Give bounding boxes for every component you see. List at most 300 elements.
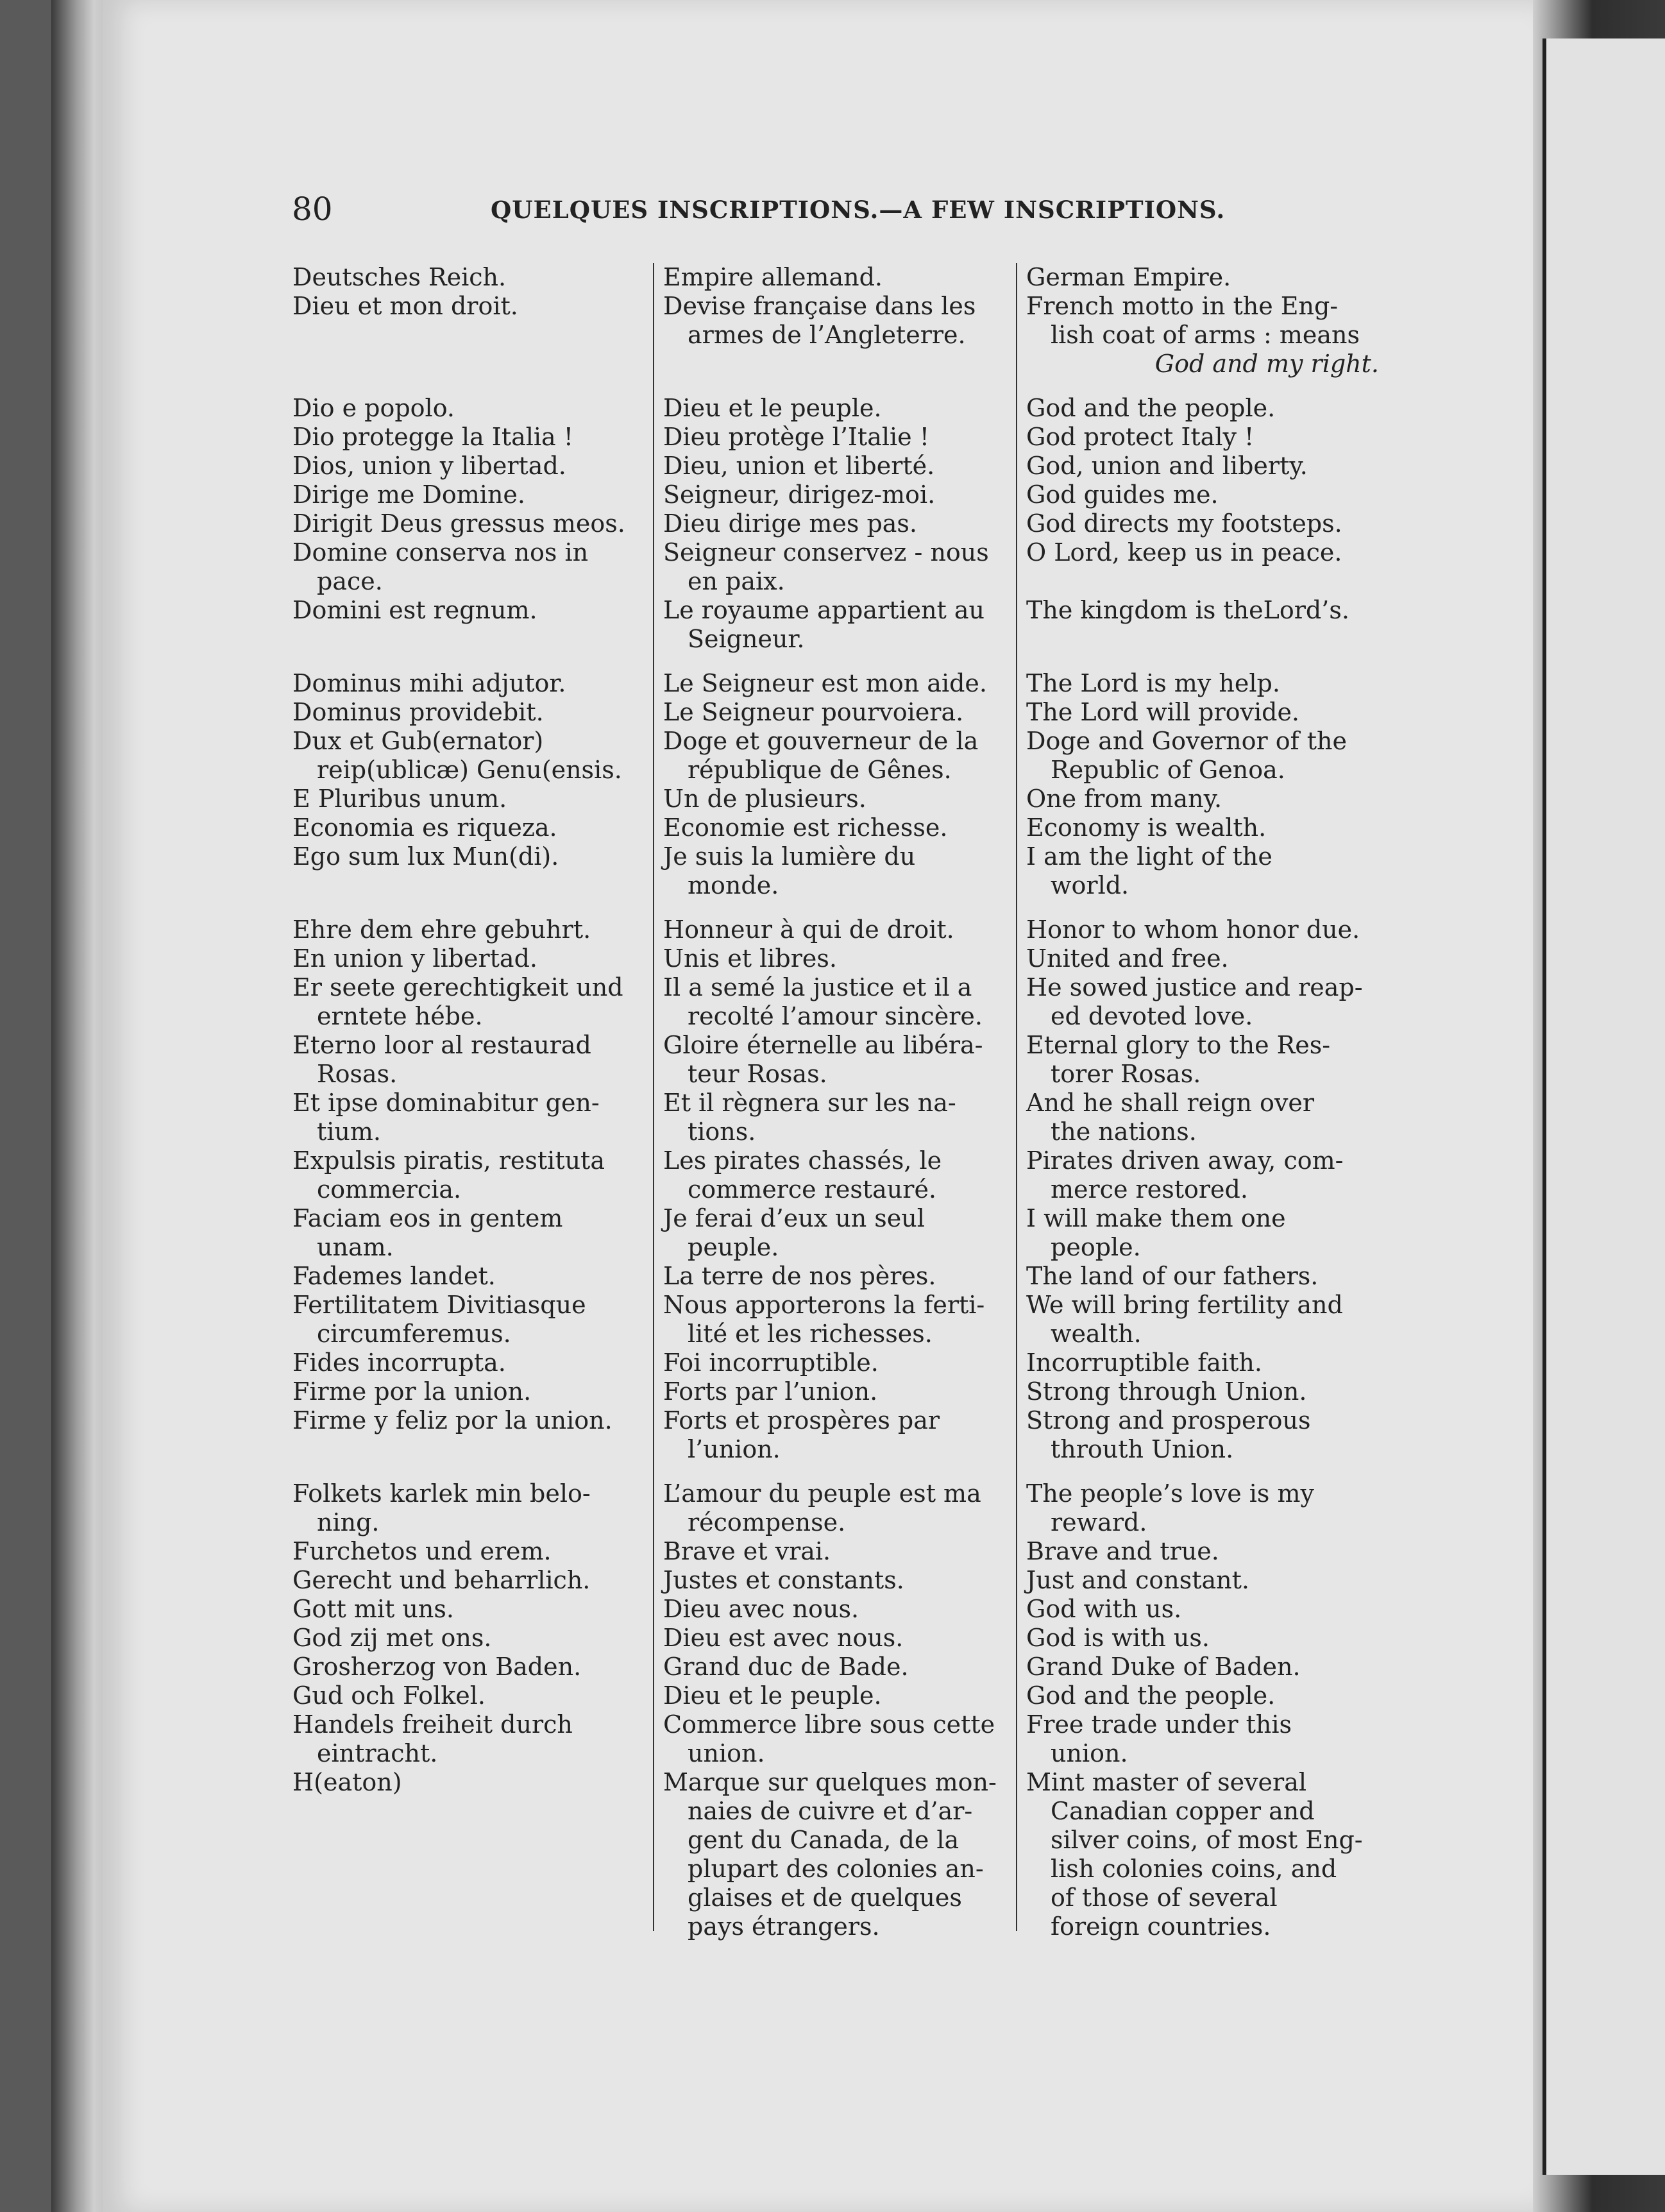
cell-line: Dio protegge la Italia ! [292,423,574,451]
cell-line: O Lord, keep us in peace. [1026,538,1342,566]
cell-line: Gloire éternelle au libéra- [663,1031,983,1059]
column-rule [1016,263,1017,1931]
cell-line: Devise française dans les [663,292,976,320]
french-cell [653,1377,1016,1406]
cell-line: The Lord is my help. [1026,669,1280,697]
cell-line: Doge and Governor of the [1026,727,1347,755]
inscriptions-table [282,263,1385,1941]
french-cell [653,944,1016,973]
cell-line: I am the light of the [1026,842,1272,871]
table-row [282,973,1385,1031]
table-row [282,944,1385,973]
cell-line: ning. [317,1508,380,1536]
english-cell [1016,944,1385,973]
cell-line: Gott mit uns. [292,1595,454,1623]
english-cell [1016,263,1385,292]
cell-line: Grosherzog von Baden. [292,1653,582,1681]
cell-line: Expulsis piratis, restituta [292,1146,605,1175]
cell-line: God, union and liberty. [1026,452,1308,480]
table-row [282,423,1385,452]
table-row [282,1204,1385,1262]
cell-line: Il a semé la justice et il a [663,973,972,1001]
cell-line: Ehre dem ehre gebuhrt. [292,915,591,944]
table-row [282,1479,1385,1537]
french-cell [653,538,1016,596]
french-cell [653,1624,1016,1653]
table-row [282,727,1385,785]
table-row [282,1031,1385,1089]
english-cell [1016,1348,1385,1377]
french-cell [653,1031,1016,1089]
inscriptions-rows [282,263,1385,1941]
latin-cell [282,394,653,423]
english-cell [1016,1031,1385,1089]
french-cell [653,1768,1016,1941]
cell-line: One from many. [1026,785,1222,813]
latin-cell [282,509,653,538]
english-cell [1016,1566,1385,1595]
table-row [282,1681,1385,1710]
cell-line: the nations. [1051,1118,1197,1146]
french-cell [653,669,1016,698]
english-cell [1016,669,1385,698]
latin-cell [282,1146,653,1204]
english-cell [1016,538,1385,567]
cell-line: Just and constant. [1026,1566,1249,1594]
cell-line: république de Gênes. [688,756,952,784]
cell-line: Firme por la union. [292,1377,532,1406]
cell-line: L’amour du peuple est ma [663,1479,981,1508]
cell-line: Dieu dirige mes pas. [663,509,918,538]
cell-line: Republic of Genoa. [1051,756,1285,784]
latin-cell [282,842,653,871]
table-row [282,481,1385,509]
cell-line: Dominus mihi adjutor. [292,669,566,697]
latin-cell [282,973,653,1031]
latin-cell [282,263,653,292]
table-row [282,813,1385,842]
cell-line: naies de cuivre et d’ar- [688,1797,973,1825]
latin-cell [282,727,653,785]
cell-line: He sowed justice and reap- [1026,973,1363,1001]
english-cell [1016,1537,1385,1566]
table-row [282,509,1385,538]
table-row [282,1595,1385,1624]
cell-line: Je suis la lumière du [663,842,916,871]
group-spacer [282,900,1385,915]
french-cell [653,1595,1016,1624]
english-cell [1016,596,1385,625]
cell-line: Le royaume appartient au [663,596,985,624]
french-cell [653,596,1016,654]
cell-line: Strong through Union. [1026,1377,1307,1406]
english-cell [1016,973,1385,1031]
cell-line: Eternal glory to the Res- [1026,1031,1331,1059]
cell-line: Commerce libre sous cette [663,1710,995,1739]
cell-line: God is with us. [1026,1624,1210,1652]
cell-line: Firme y feliz por la union. [292,1406,613,1434]
latin-cell [282,1348,653,1377]
english-cell [1016,1089,1385,1146]
cell-line: Foi incorruptible. [663,1348,879,1377]
latin-cell [282,538,653,596]
table-row [282,1566,1385,1595]
cell-line: Nous apporterons la ferti- [663,1291,985,1319]
table-row [282,915,1385,944]
english-cell [1016,698,1385,727]
column-rule [653,263,654,1931]
english-cell [1016,1377,1385,1406]
cell-line: Pirates driven away, com- [1026,1146,1344,1175]
french-cell [653,1406,1016,1464]
latin-cell [282,813,653,842]
cell-line: Dieu et le peuple. [663,1681,882,1710]
table-row [282,785,1385,813]
french-cell [653,1566,1016,1595]
cell-line: Economy is wealth. [1026,813,1267,842]
french-cell [653,1262,1016,1291]
cell-line: Et il règnera sur les na- [663,1089,956,1117]
french-cell [653,698,1016,727]
cell-line: H(eaton) [292,1768,402,1796]
cell-line: Dirigit Deus gressus meos. [292,509,625,538]
cell-line: plupart des colonies an- [688,1855,984,1883]
cell-line: en paix. [688,567,785,595]
cell-line: pace. [317,567,383,595]
cell-line: The kingdom is theLord’s. [1026,596,1349,624]
cell-line: Honor to whom honor due. [1026,915,1360,944]
cell-line: lité et les richesses. [688,1320,933,1348]
table-row [282,1348,1385,1377]
cell-line: God zij met ons. [292,1624,492,1652]
english-cell [1016,1291,1385,1348]
cell-line: merce restored. [1051,1175,1248,1204]
french-cell [653,1291,1016,1348]
cell-line: pays étrangers. [688,1912,880,1941]
cell-line: Dio e popolo. [292,394,455,422]
table-row [282,1262,1385,1291]
cell-line: foreign countries. [1051,1912,1271,1941]
cell-line: La terre de nos pères. [663,1262,936,1290]
cell-line: Empire allemand. [663,263,883,291]
cell-line: Eterno loor al restaurad [292,1031,591,1059]
french-cell [653,263,1016,292]
latin-cell [282,292,653,321]
french-cell [653,1204,1016,1262]
latin-cell [282,785,653,813]
cell-line: The land of our fathers. [1026,1262,1319,1290]
cell-line: The Lord will provide. [1026,698,1300,726]
italic-translation: God and my right. [1154,350,1379,378]
cell-line: Rosas. [317,1060,398,1088]
english-cell [1016,509,1385,538]
cell-line: Faciam eos in gentem [292,1204,563,1232]
table-row [282,1624,1385,1653]
cell-line: En union y libertad. [292,944,537,973]
cell-line: And he shall reign over [1026,1089,1315,1117]
latin-cell [282,669,653,698]
table-row [282,394,1385,423]
latin-cell [282,481,653,509]
cell-line: Dominus providebit. [292,698,544,726]
cell-line: Dieu avec nous. [663,1595,859,1623]
latin-cell [282,1204,653,1262]
table-row [282,292,1385,379]
cell-line: Un de plusieurs. [663,785,866,813]
cell-line: Economie est richesse. [663,813,948,842]
cell-line: commerce restauré. [688,1175,937,1204]
cell-line: torer Rosas. [1051,1060,1201,1088]
cell-line: ed devoted love. [1051,1002,1253,1030]
english-cell [1016,785,1385,813]
cell-line: Fides incorrupta. [292,1348,506,1377]
english-cell [1016,1710,1385,1768]
english-cell [1016,1146,1385,1204]
latin-cell [282,1537,653,1566]
english-cell [1016,292,1385,379]
cell-line: Dux et Gub(ernator) [292,727,544,755]
cell-line: God protect Italy ! [1026,423,1255,451]
french-cell [653,727,1016,785]
french-cell [653,292,1016,350]
cell-line: of those of several [1051,1884,1278,1912]
cell-line: Gud och Folkel. [292,1681,486,1710]
french-cell [653,1089,1016,1146]
latin-cell [282,698,653,727]
table-row [282,596,1385,654]
cell-line: Handels freiheit durch [292,1710,573,1739]
cell-line: tium. [317,1118,382,1146]
latin-cell [282,1406,653,1435]
table-row [282,1406,1385,1464]
cell-line: Dieu est avec nous. [663,1624,904,1652]
cell-line: world. [1051,871,1129,899]
cell-line: Incorruptible faith. [1026,1348,1262,1377]
cell-line: Brave et vrai. [663,1537,831,1565]
cell-line: people. [1051,1233,1141,1261]
table-row [282,669,1385,698]
french-cell [653,1146,1016,1204]
english-cell [1016,1479,1385,1537]
latin-cell [282,452,653,481]
latin-cell [282,944,653,973]
cell-line: Le Seigneur est mon aide. [663,669,987,697]
latin-cell [282,1377,653,1406]
french-cell [653,423,1016,452]
cell-line: United and free. [1026,944,1229,973]
latin-cell [282,596,653,625]
cell-line: throuth Union. [1051,1435,1234,1463]
cell-line: French motto in the Eng- [1026,292,1339,320]
group-spacer [282,1464,1385,1479]
english-cell [1016,423,1385,452]
latin-cell [282,1595,653,1624]
table-row [282,1291,1385,1348]
latin-cell [282,423,653,452]
latin-cell [282,1089,653,1146]
cell-line: Dieu protège l’Italie ! [663,423,929,451]
english-cell [1016,452,1385,481]
english-cell [1016,1204,1385,1262]
latin-cell [282,1479,653,1537]
table-row [282,1146,1385,1204]
french-cell [653,452,1016,481]
latin-cell [282,1624,653,1653]
cell-line: reip(ublicæ) Genu(ensis. [317,756,622,784]
cell-line: Canadian copper and [1051,1797,1315,1825]
cell-line: Er seete gerechtigkeit und [292,973,623,1001]
cell-line: Seigneur. [688,625,805,653]
cell-line: Deutsches Reich. [292,263,507,291]
english-cell [1016,813,1385,842]
english-cell [1016,915,1385,944]
cell-line: Dios, union y libertad. [292,452,566,480]
cell-line: God with us. [1026,1595,1182,1623]
english-cell [1016,1406,1385,1464]
cell-line: eintracht. [317,1739,438,1767]
cell-line: Dieu et mon droit. [292,292,518,320]
cell-line: German Empire. [1026,263,1231,291]
french-cell [653,509,1016,538]
cell-line: l’union. [688,1435,781,1463]
cell-line: Seigneur conservez - nous [663,538,989,566]
cell-line: Dirige me Domine. [292,481,526,509]
cell-line: peuple. [688,1233,779,1261]
cell-line: unam. [317,1233,394,1261]
cell-line: I will make them one [1026,1204,1286,1232]
cell-line: Seigneur, dirigez-moi. [663,481,936,509]
table-row [282,1768,1385,1941]
french-cell [653,1348,1016,1377]
cell-line: Marque sur quelques mon- [663,1768,997,1796]
cell-line: teur Rosas. [688,1060,827,1088]
table-row [282,1377,1385,1406]
english-cell [1016,1681,1385,1710]
english-cell [1016,1624,1385,1653]
cell-line: lish colonies coins, and [1051,1855,1337,1883]
cell-line: Domine conserva nos in [292,538,589,566]
table-row [282,1653,1385,1681]
cell-line: God and the people. [1026,1681,1276,1710]
cell-line: commercia. [317,1175,462,1204]
cell-line: Fertilitatem Divitiasque [292,1291,586,1319]
french-cell [653,394,1016,423]
cell-line: Strong and prosperous [1026,1406,1311,1434]
cell-line: Les pirates chassés, le [663,1146,942,1175]
cell-line: E Pluribus unum. [292,785,507,813]
cell-line: Folkets karlek min belo- [292,1479,591,1508]
cell-line: Furchetos und erem. [292,1537,552,1565]
french-cell [653,481,1016,509]
latin-cell [282,1768,653,1797]
cell-line: silver coins, of most Eng- [1051,1826,1363,1854]
cell-line: Grand Duke of Baden. [1026,1653,1301,1681]
page-header [292,190,1376,235]
table-row [282,842,1385,900]
english-cell [1016,394,1385,423]
latin-cell [282,1566,653,1595]
latin-cell [282,1710,653,1768]
english-cell [1016,1768,1385,1941]
cell-line: récompense. [688,1508,846,1536]
cell-line: Grand duc de Bade. [663,1653,909,1681]
french-cell [653,1681,1016,1710]
cell-line: reward. [1051,1508,1147,1536]
french-cell [653,842,1016,900]
cell-line: monde. [688,871,779,899]
latin-cell [282,915,653,944]
next-page-edge [1542,38,1665,2175]
page-number: 80 [292,191,333,228]
english-cell [1016,1262,1385,1291]
latin-cell [282,1653,653,1681]
table-row [282,1537,1385,1566]
cell-line: gent du Canada, de la [688,1826,959,1854]
french-cell [653,973,1016,1031]
cell-line: Justes et constants. [663,1566,904,1594]
table-row [282,452,1385,481]
cell-line: Free trade under this [1026,1710,1292,1739]
group-spacer [282,654,1385,669]
cell-line: Honneur à qui de droit. [663,915,954,944]
cell-line: circumferemus. [317,1320,511,1348]
cell-line: Le Seigneur pourvoiera. [663,698,964,726]
french-cell [653,915,1016,944]
cell-line: union. [1051,1739,1128,1767]
french-cell [653,785,1016,813]
cell-line: union. [688,1739,765,1767]
cell-line: Gerecht und beharrlich. [292,1566,591,1594]
english-cell [1016,1653,1385,1681]
cell-line: God directs my footsteps. [1026,509,1342,538]
table-row [282,263,1385,292]
table-row [282,1710,1385,1768]
cell-line: God and the people. [1026,394,1276,422]
group-spacer [282,379,1385,394]
cell-line: Doge et gouverneur de la [663,727,979,755]
cell-line: tions. [688,1118,756,1146]
cell-line: Et ipse dominabitur gen- [292,1089,600,1117]
cell-line: Economia es riqueza. [292,813,557,842]
cell-line: erntete hébe. [317,1002,483,1030]
cell-line: Forts et prospères par [663,1406,940,1434]
french-cell [653,1710,1016,1768]
cell-line: Dieu et le peuple. [663,394,882,422]
cell-line: The people’s love is my [1026,1479,1315,1508]
english-cell [1016,727,1385,785]
english-cell [1016,1595,1385,1624]
table-row [282,1089,1385,1146]
latin-cell [282,1681,653,1710]
cell-line: glaises et de quelques [688,1884,962,1912]
french-cell [653,813,1016,842]
french-cell [653,1479,1016,1537]
english-cell [1016,481,1385,509]
latin-cell [282,1291,653,1348]
cell-line: Unis et libres. [663,944,837,973]
latin-cell [282,1262,653,1291]
cell-line: Je ferai d’eux un seul [663,1204,925,1232]
table-row [282,698,1385,727]
cell-line: Domini est regnum. [292,596,537,624]
cell-line: armes de l’Angleterre. [688,321,966,349]
cell-line: recolté l’amour sincère. [688,1002,983,1030]
latin-cell [282,1031,653,1089]
cell-line: Mint master of several [1026,1768,1307,1796]
english-cell [1016,842,1385,900]
cell-line: Ego sum lux Mun(di). [292,842,559,871]
cell-line: Brave and true. [1026,1537,1219,1565]
